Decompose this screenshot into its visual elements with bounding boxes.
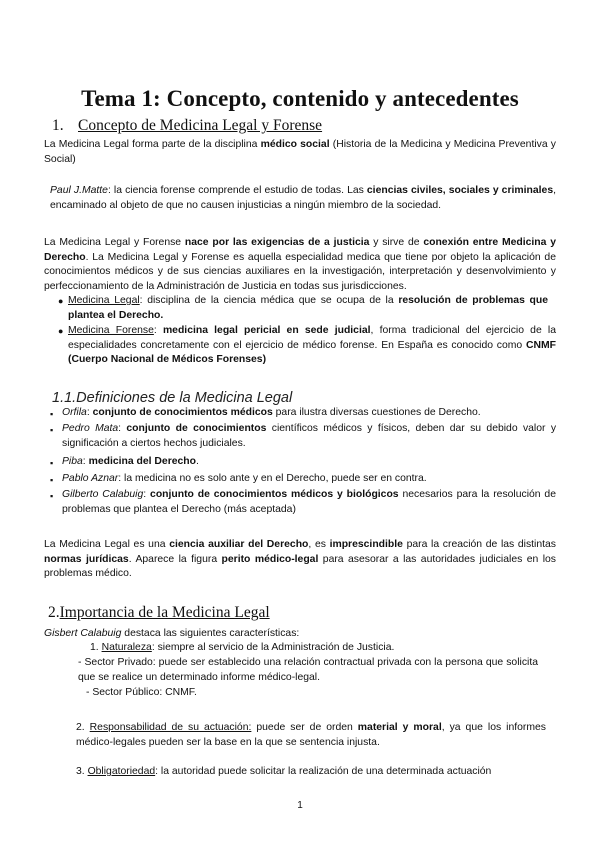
page-title: Tema 1: Concepto, contenido y antecedentes xyxy=(81,86,519,111)
item-responsabilidad: 2. Responsabilidad de su actuación: puede ser de orden material y moral, ya que los informes médico-legales pueden ser la base en la que se sentencia injusta. xyxy=(76,722,547,748)
bullet-icon: ▪ xyxy=(50,491,54,501)
bullet-icon: ▪ xyxy=(50,425,54,435)
bullet-medicina-forense: Medicina Forense: medicina legal pericial en sede judicial, forma tradicional del ejercicio de la especialidades concretamente con el ejercicio de médico forense. En España es conocido como CNMF (Cuerpo Nacional de Médicos Forenses) xyxy=(68,325,556,365)
bullet-icon: ▪ xyxy=(50,475,54,485)
section-1-title: Concepto de Medicina Legal y Forense xyxy=(78,117,323,134)
bullet-icon: ● xyxy=(58,296,64,306)
definition-orfila: Orfila: conjunto de conocimientos médicos para ilustra diversas cuestiones de Derecho. xyxy=(62,407,481,418)
section-2-intro: Gisbert Calabuig destaca las siguientes características: xyxy=(44,628,300,639)
definition-piba: Piba: medicina del Derecho. xyxy=(62,456,199,467)
paragraph-ciencia-auxiliar: La Medicina Legal es una ciencia auxiliar del Derecho, es imprescindible para la creación de las distintas normas jurídicas. Aparece la figura perito médico-legal para asesorar a las autoridades judiciales en los problemas médico. xyxy=(44,539,557,579)
section-2-title: Importancia de la Medicina Legal xyxy=(59,604,270,621)
section-2-number: 2. xyxy=(48,604,60,621)
section-1-number: 1. xyxy=(52,117,64,134)
section-1-1-heading: 1.1.Definiciones de la Medicina Legal xyxy=(52,390,293,406)
bullet-icon: ● xyxy=(58,326,64,336)
item-sector-publico: - Sector Público: CNMF. xyxy=(86,687,197,698)
section-2-heading xyxy=(48,604,270,622)
paragraph-nace: La Medicina Legal y Forense nace por las exigencias de a justicia y sirve de conexión entre Medicina y Derecho. La Medicina Legal y Forense es aquella especialidad medica que tiene por objeto la aplicación de conocimientos médicos y de sus ciencias auxiliares en la investigación, interpretación y desenvolvimiento y perfeccionamiento de la Administración de Justicia en todas sus jurisdicciones. xyxy=(44,237,556,292)
item-obligatoriedad: 3. Obligatoriedad: la autoridad puede solicitar la realización de una determinada actuación xyxy=(76,766,492,777)
definition-pablo-aznar: Pablo Aznar: la medicina no es solo ante y en el Derecho, puede ser en contra. xyxy=(62,473,427,484)
item-sector-privado: - Sector Privado: puede ser establecido una relación contractual privada con la persona que solicita que se realice un determinado informe médico-legal. xyxy=(78,657,538,683)
page-number: 1 xyxy=(297,800,303,811)
paragraph-intro: La Medicina Legal forma parte de la disciplina médico social (Historia de la Medicina y Medicina Preventiva y Social) xyxy=(44,139,556,165)
section-1-heading xyxy=(52,117,322,135)
definition-gilberto-calabuig: Gilberto Calabuig: conjunto de conocimientos médicos y biológicos necesarios para la resolución de problemas que plantea el Derecho (más aceptada) xyxy=(62,489,556,515)
bullet-icon: ▪ xyxy=(50,458,54,468)
item-naturaleza: 1. Naturaleza: siempre al servicio de la Administración de Justicia. xyxy=(90,642,395,653)
bullet-icon: ▪ xyxy=(50,409,54,419)
quote-paul-matte: Paul J.Matte: la ciencia forense comprende el estudio de todas. Las ciencias civiles, sociales y criminales, encaminado al objeto de que no causen injusticias a ningún miembro de la sociedad. xyxy=(50,185,556,211)
bullet-medicina-legal: Medicina Legal: disciplina de la ciencia médica que se ocupa de la resolución de problemas que plantea el Derecho. xyxy=(68,295,548,321)
definition-pedro-mata: Pedro Mata: conjunto de conocimientos científicos médicos y físicos, deben dar su debido valor y significación a ciertos hechos judiciales. xyxy=(62,423,557,449)
